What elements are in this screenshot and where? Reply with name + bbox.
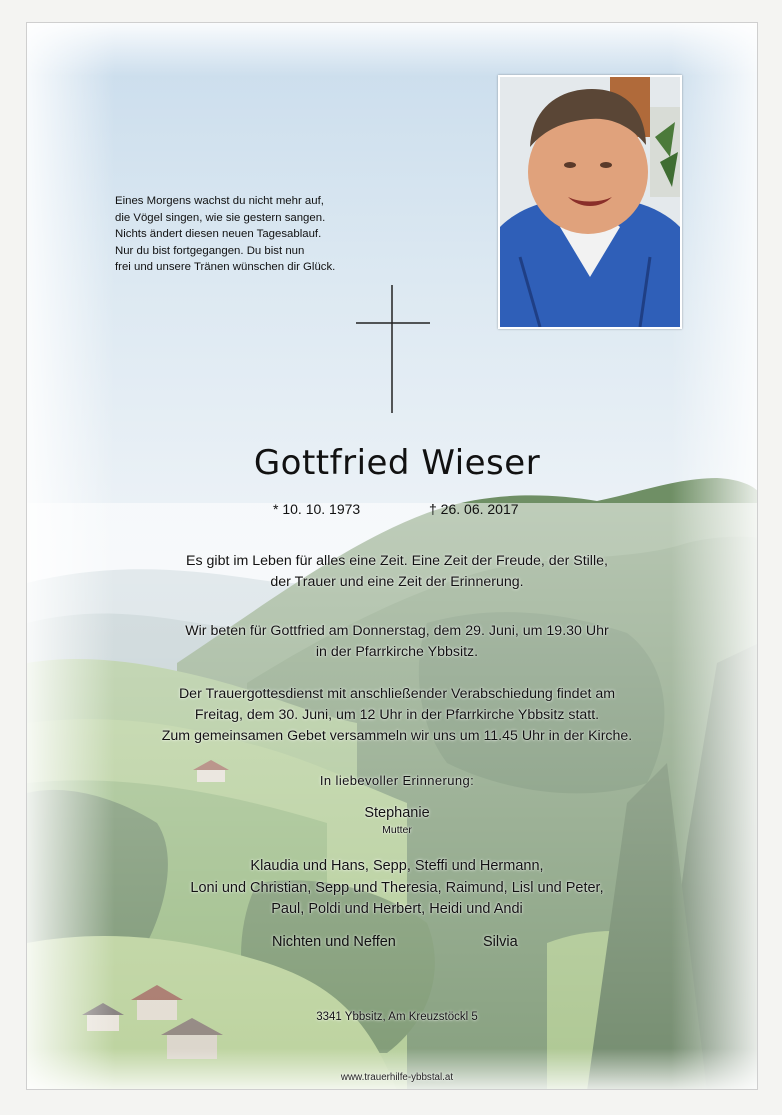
paragraph-line: Zum gemeinsamen Gebet versammeln wir uns um 11.45 Uhr in der Kirche. bbox=[161, 728, 633, 744]
cross-icon bbox=[354, 285, 434, 415]
paragraph-line: Freitag, dem 30. Juni, um 12 Uhr in der Pfarrkirche Ybbsitz statt. bbox=[194, 707, 600, 723]
card-content bbox=[27, 23, 758, 1090]
relatives-line: Klaudia und Hans, Sepp, Steffi und Hermann, bbox=[250, 858, 544, 874]
death-date: † 26. 06. 2017 bbox=[429, 501, 519, 517]
other-mourners bbox=[27, 934, 758, 956]
poem bbox=[115, 193, 415, 276]
relatives-list bbox=[27, 856, 758, 921]
relatives-line: Paul, Poldi und Herbert, Heidi und Andi bbox=[271, 901, 523, 917]
remembrance-intro: In liebevoller Erinnerung: bbox=[319, 773, 475, 788]
portrait-illustration bbox=[500, 77, 680, 327]
birth-date: * 10. 10. 1973 bbox=[273, 501, 361, 517]
relatives-line: Loni und Christian, Sepp und Theresia, Raimund, Lisl und Peter, bbox=[190, 879, 604, 896]
mourner-other: Silvia bbox=[483, 934, 518, 950]
paragraph-line: Es gibt im Leben für alles eine Zeit. Eine Zeit der Freude, der Stille, bbox=[186, 553, 608, 569]
paragraph-line: Wir beten für Gottfried am Donnerstag, dem 29. Juni, um 19.30 Uhr bbox=[185, 623, 609, 639]
funeral-paragraph bbox=[27, 684, 758, 747]
poem-line: Nur du bist fortgegangen. Du bist nun bbox=[115, 244, 305, 257]
paragraph-line: der Trauer und eine Zeit der Erinnerung. bbox=[270, 574, 524, 590]
nieces-nephews: Nichten und Neffen bbox=[272, 934, 396, 950]
poem-line: Eines Morgens wachst du nicht mehr auf, bbox=[115, 195, 324, 207]
website-link[interactable]: www.trauerhilfe-ybbstal.at bbox=[340, 1072, 454, 1083]
obituary-card bbox=[26, 22, 758, 1090]
prayer-paragraph bbox=[27, 621, 758, 663]
poem-line: Nichts ändert diesen neuen Tagesablauf. bbox=[115, 228, 322, 241]
poem-line: frei und unsere Tränen wünschen dir Glück. bbox=[115, 261, 336, 274]
life-dates bbox=[27, 501, 758, 521]
mourner-main-name: Stephanie bbox=[364, 805, 430, 821]
intro-paragraph bbox=[27, 551, 758, 593]
address: 3341 Ybbsitz, Am Kreuzstöckl 5 bbox=[316, 1011, 478, 1023]
paragraph-line: Der Trauergottesdienst mit anschließender Verabschiedung findet am bbox=[178, 686, 616, 702]
deceased-name: Gottfried Wieser bbox=[253, 443, 541, 483]
poem-line: die Vögel singen, wie sie gestern sangen. bbox=[115, 211, 326, 224]
paragraph-line: in der Pfarrkirche Ybbsitz. bbox=[315, 644, 479, 660]
mourner-main-role: Mutter bbox=[382, 824, 412, 836]
portrait-photo bbox=[498, 75, 682, 329]
